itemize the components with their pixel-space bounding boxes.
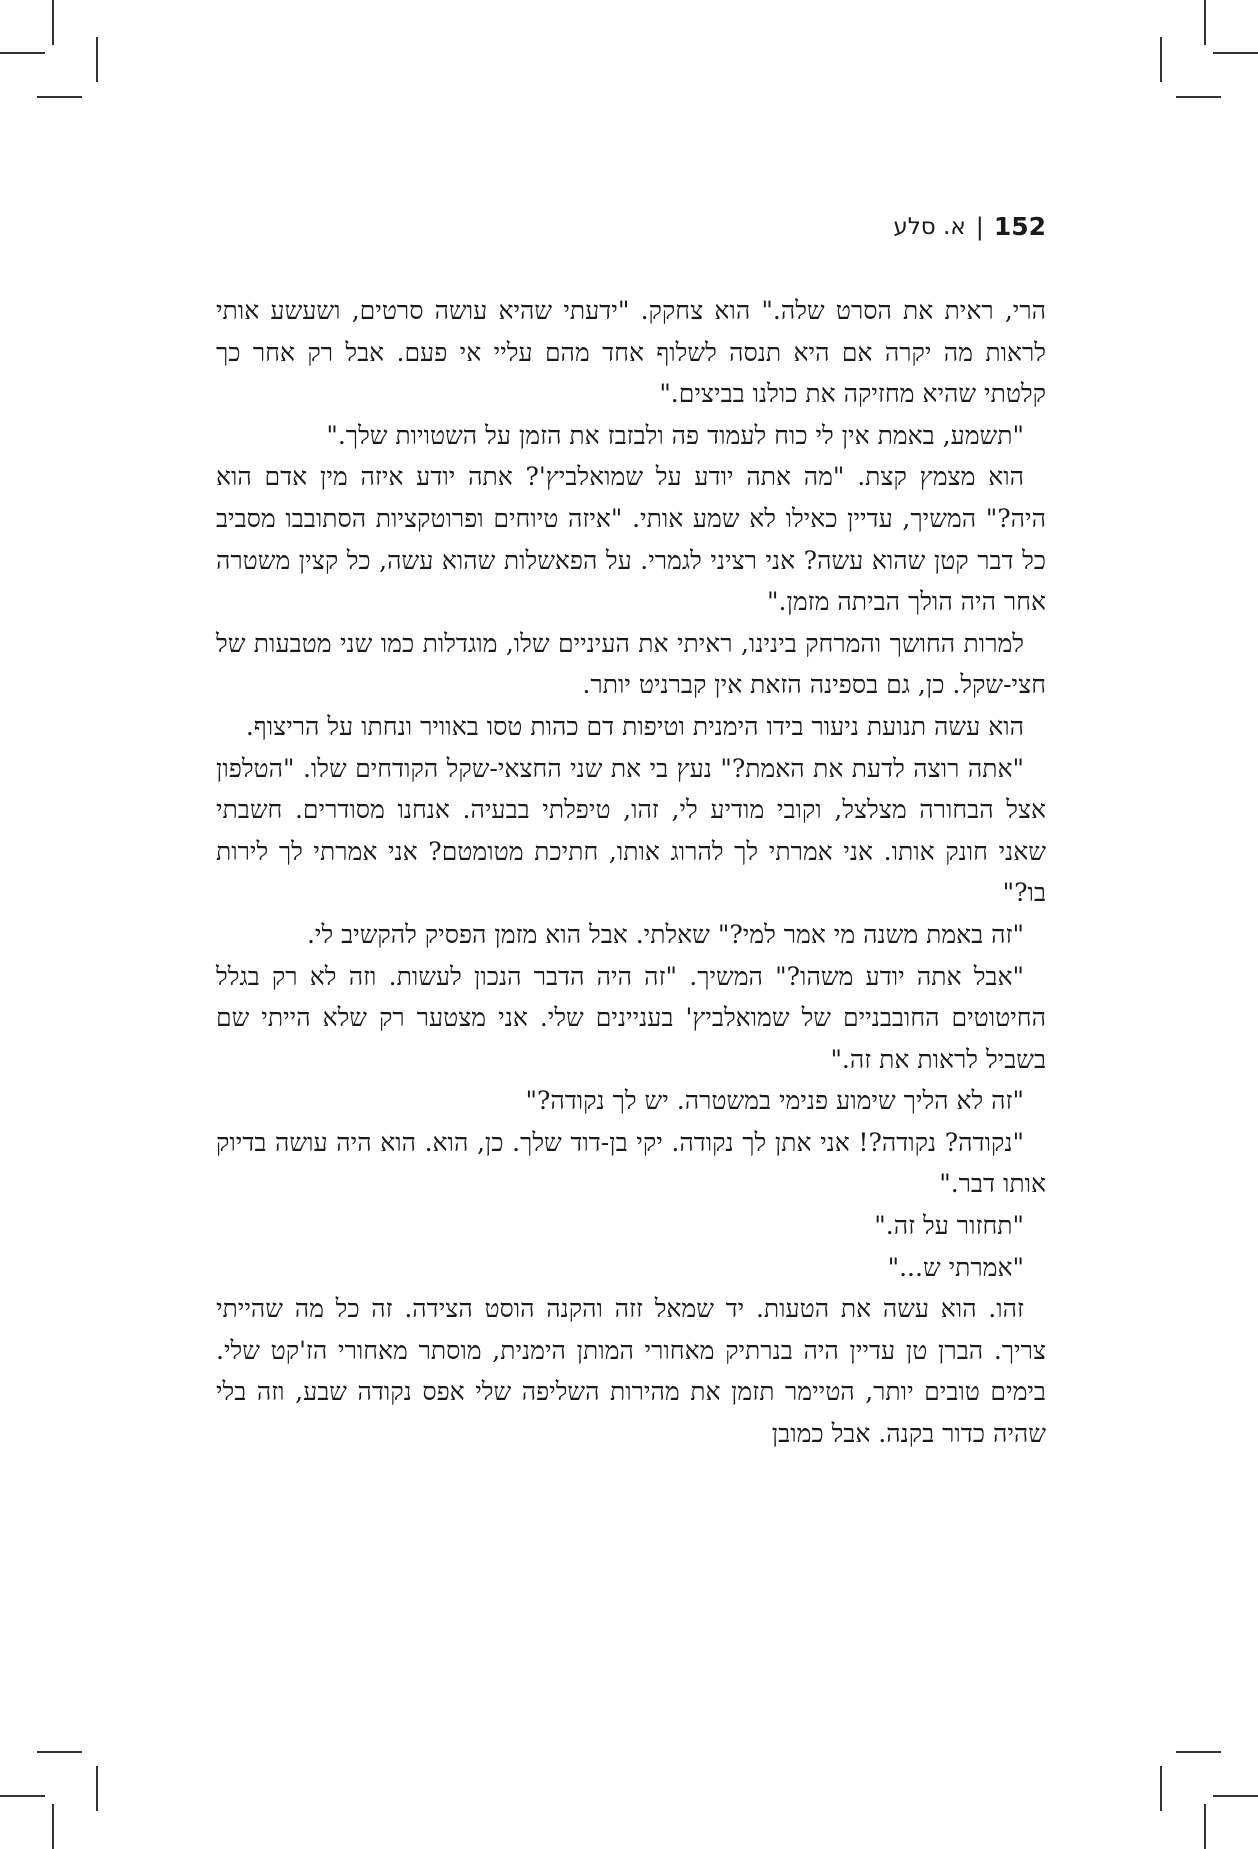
paragraph: הוא מצמץ קצת. "מה אתה יודע על שמואלביץ'? אתה יודע איזה מין אדם הוא היה?" המשיך, עדיין כאילו לא שמע אותי. "איזה טיוחים ופרוטקציות הסתובבו מסביב כל דבר קטן שהוא עשה? אני רציני לגמרי. על הפאשלות שהוא עשה, כל קצין משטרה אחר היה הולך הביתה מזמן." [216,462,1046,617]
crop-mark [37,96,82,98]
page-body [216,290,1046,1455]
paragraph: "תחזור על זה." [874,1211,1024,1241]
author-name: א. סלע [893,213,966,240]
paragraph: זהו. הוא עשה את הטעות. יד שמאל זזה והקנה הוסט הצידה. זה כל מה שהייתי צריך. הברן טן עדיין היה בנרתיק מאחורי המותן הימנית, מוסתר מאחורי הז'קט שלי. בימים טובים יותר, הטיימר תזמן את מהירות השליפה שלי אפס נקודה שבע, וזה בלי שהיה כדור בקנה. אבל כמובן [216,1294,1046,1449]
crop-mark [1204,0,1206,45]
paragraph: "זה באמת משנה מי אמר למי?" שאלתי. אבל הוא מזמן הפסיק להקשיב לי. [306,919,1024,949]
crop-mark [1176,1751,1221,1753]
paragraph: הרי, ראית את הסרט שלה." הוא צחקק. "ידעתי שהיא עושה סרטים, ושעשע אותי לראות מה יקרה אם היא תנסה לשלוף אחד מהם עליי אי פעם. אבל רק אחר כך קלטתי שהיא מחזיקה את כולנו בביצים." [216,296,1046,409]
crop-mark [96,37,98,82]
crop-mark [0,1795,45,1797]
crop-mark [96,1766,98,1811]
header-separator: | [975,212,984,241]
crop-mark [1160,1766,1162,1811]
paragraph: "אתה רוצה לדעת את האמת?" נעץ בי את שני החצאי-שקל הקודחים שלו. "הטלפון אצל הבחורה מצלצל, וקובי מודיע לי, זהו, טיפלתי בבעיה. אנחנו מסודרים. חשבתי שאני חונק אותו. אני אמרתי לך להרוג אותו, חתיכת מטומטם? אני אמרתי לך לירות בו?" [216,753,1046,908]
crop-mark [1213,1795,1258,1797]
crop-mark [1160,37,1162,82]
crop-mark [1204,1804,1206,1849]
crop-mark [1176,96,1221,98]
paragraph: "נקודה? נקודה?! אני אתן לך נקודה. יקי בן-דוד שלך. כן, הוא. הוא היה עושה בדיוק אותו דבר." [216,1127,1046,1199]
running-header [893,212,1046,241]
paragraph: "זה לא הליך שימוע פנימי במשטרה. יש לך נקודה?" [525,1086,1024,1116]
crop-mark [1213,52,1258,54]
crop-mark [52,0,54,45]
paragraph: "אבל אתה יודע משהו?" המשיך. "זה היה הדבר הנכון לעשות. וזה לא רק בגלל החיטוטים החובבניים של שמואלביץ' בעניינים שלי. אני מצטער רק שלא הייתי שם בשביל לראות את זה." [216,961,1046,1074]
paragraph: "אמרתי ש..." [887,1252,1024,1282]
paragraph: למרות החושך והמרחק בינינו, ראיתי את העיניים שלו, מוגדלות כמו שני מטבעות של חצי-שקל. כן, גם בספינה הזאת אין קברניט יותר. [216,628,1046,700]
crop-mark [0,52,45,54]
paragraph: "תשמע, באמת אין לי כוח לעמוד פה ולבזבז את הזמן על השטויות שלך." [326,420,1024,450]
paragraph: הוא עשה תנועת ניעור בידו הימנית וטיפות דם כהות טסו באוויר ונחתו על הריצוף. [245,711,1024,741]
crop-mark [52,1804,54,1849]
page-number: 152 [993,212,1046,241]
crop-mark [37,1751,82,1753]
